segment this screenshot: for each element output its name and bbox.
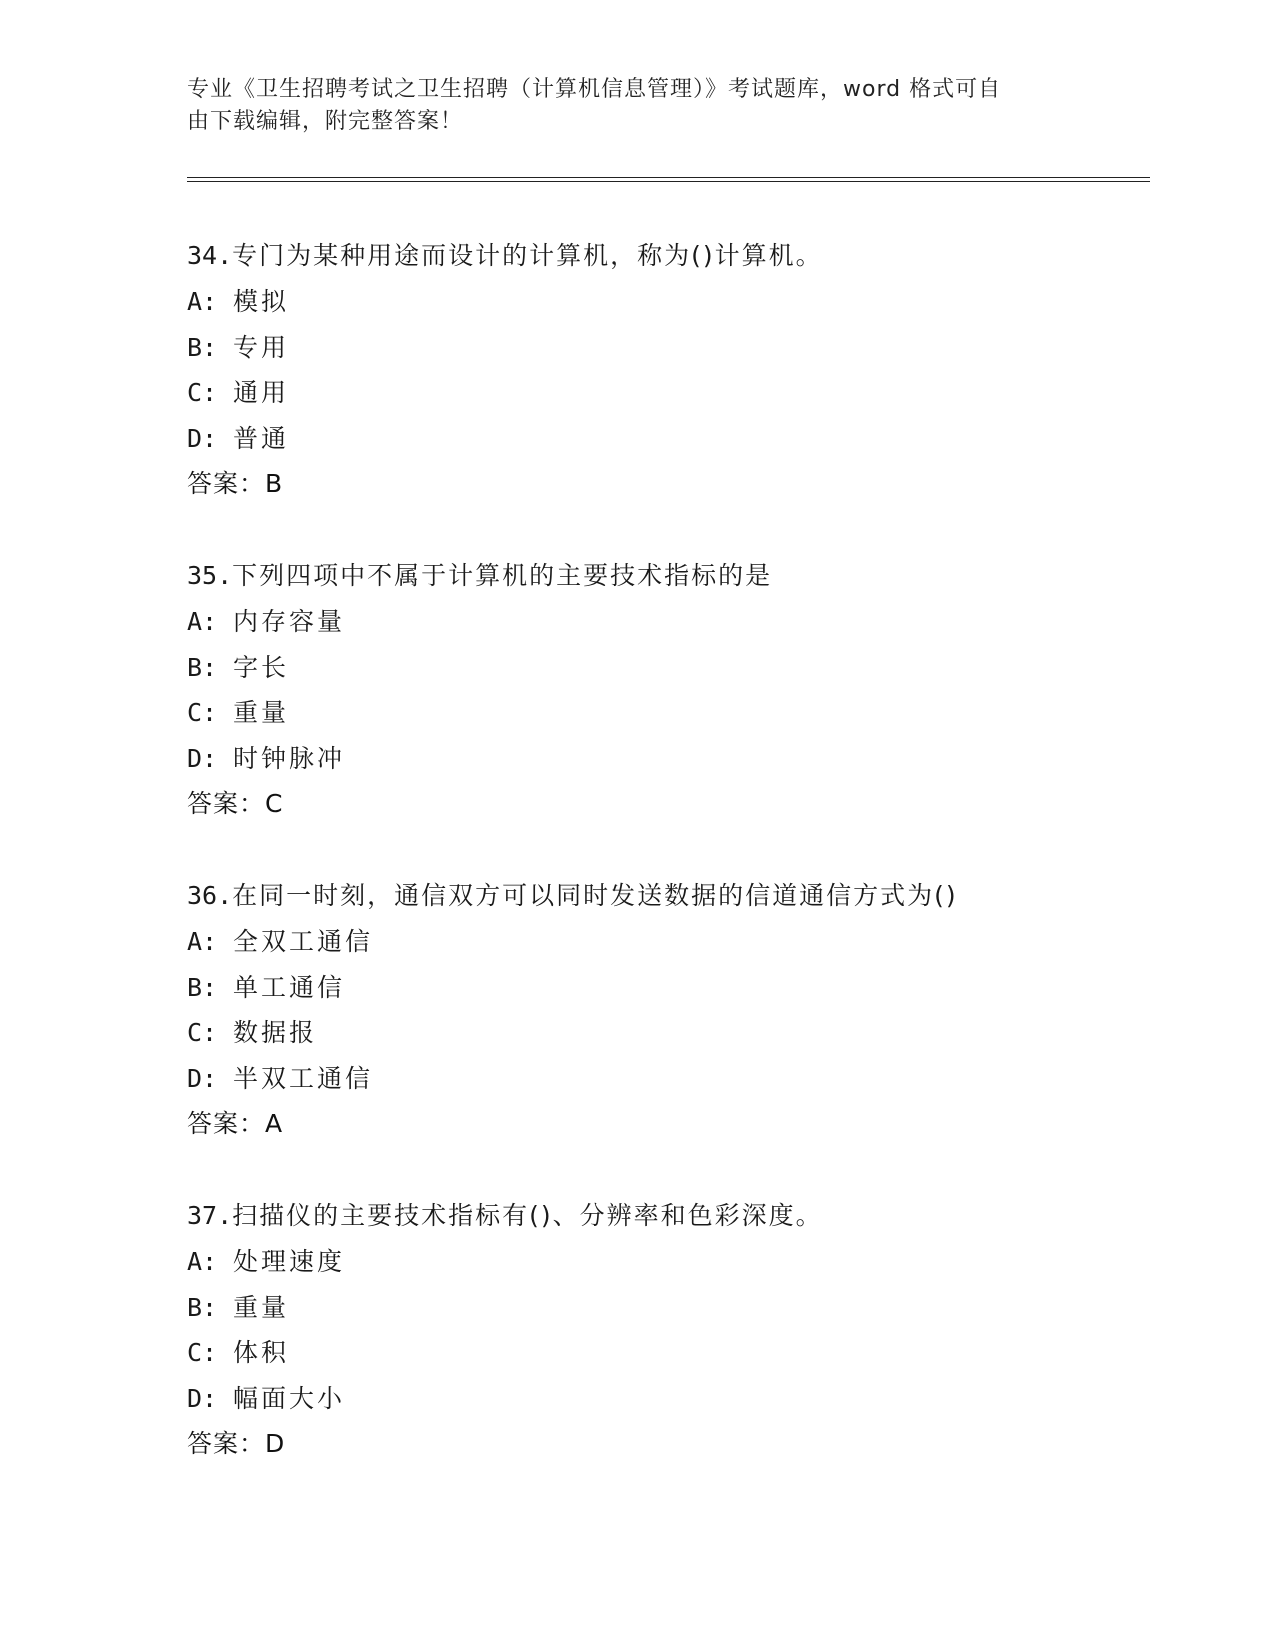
option-letter: A:	[187, 607, 218, 636]
option-letter: B:	[187, 972, 218, 1002]
question-text: 扫描仪的主要技术指标有()、分辨率和色彩深度。	[232, 1201, 823, 1230]
option-c	[187, 1335, 1147, 1381]
option-text: 字长	[233, 652, 290, 682]
option-d	[187, 741, 1147, 787]
header-line-1: 专业《卫生招聘考试之卫生招聘（计算机信息管理）》考试题库，word 格式可自	[187, 77, 1002, 102]
option-text: 内存容量	[233, 607, 346, 636]
answer-line: 答案：D	[187, 1429, 286, 1458]
question-text: 在同一时刻，通信双方可以同时发送数据的信道通信方式为()	[232, 881, 958, 910]
option-letter: C:	[187, 698, 218, 727]
question-number: 34.	[187, 241, 233, 270]
option-letter: D:	[187, 743, 218, 773]
option-text: 半双工通信	[233, 1063, 374, 1093]
option-text: 处理速度	[233, 1247, 346, 1276]
question-stem	[187, 238, 1147, 284]
option-letter: D:	[187, 1383, 218, 1413]
option-a	[187, 604, 1147, 650]
option-letter: B:	[187, 332, 218, 362]
option-letter: A:	[187, 287, 218, 316]
option-b	[187, 330, 1147, 376]
option-letter: D:	[187, 1063, 218, 1093]
question-stem	[187, 878, 1147, 924]
question-34	[187, 238, 1147, 512]
question-number: 36.	[187, 881, 233, 910]
option-a	[187, 284, 1147, 330]
option-text: 单工通信	[233, 972, 346, 1002]
option-c	[187, 695, 1147, 741]
option-letter: D:	[187, 423, 218, 453]
option-letter: B:	[187, 652, 218, 682]
option-a	[187, 924, 1147, 970]
question-36	[187, 878, 1147, 1152]
question-stem	[187, 1198, 1147, 1244]
option-d	[187, 1061, 1147, 1107]
header-divider-bottom	[187, 181, 1150, 182]
option-text: 重量	[233, 1292, 290, 1322]
answer-line: 答案：B	[187, 469, 284, 498]
option-b	[187, 650, 1147, 696]
option-b	[187, 1290, 1147, 1336]
option-text: 重量	[233, 698, 290, 727]
option-letter: C:	[187, 1018, 218, 1047]
option-text: 体积	[233, 1338, 290, 1367]
option-text: 专用	[233, 332, 290, 362]
question-text: 专门为某种用途而设计的计算机，称为()计算机。	[232, 241, 823, 270]
question-37	[187, 1198, 1147, 1472]
header-divider-top	[187, 177, 1150, 178]
option-letter: C:	[187, 378, 218, 407]
question-35	[187, 558, 1147, 832]
option-letter: A:	[187, 1247, 218, 1276]
option-letter: A:	[187, 927, 218, 956]
option-c	[187, 375, 1147, 421]
question-number: 35.	[187, 561, 233, 590]
document-header	[187, 74, 1067, 138]
question-text: 下列四项中不属于计算机的主要技术指标的是	[232, 561, 773, 590]
option-text: 时钟脉冲	[233, 743, 346, 773]
question-stem	[187, 558, 1147, 604]
option-text: 通用	[233, 378, 290, 407]
option-text: 全双工通信	[233, 927, 374, 956]
option-c	[187, 1015, 1147, 1061]
option-text: 数据报	[233, 1018, 318, 1047]
question-number: 37.	[187, 1201, 233, 1230]
option-text: 普通	[233, 423, 290, 453]
option-letter: B:	[187, 1292, 218, 1322]
option-text: 幅面大小	[233, 1383, 346, 1413]
option-a	[187, 1244, 1147, 1290]
option-d	[187, 1381, 1147, 1427]
answer-line: 答案：A	[187, 1109, 284, 1138]
option-b	[187, 970, 1147, 1016]
option-text: 模拟	[233, 287, 290, 316]
answer-line: 答案：C	[187, 789, 284, 818]
header-line-2: 由下载编辑，附完整答案！	[187, 109, 464, 134]
option-letter: C:	[187, 1338, 218, 1367]
option-d	[187, 421, 1147, 467]
